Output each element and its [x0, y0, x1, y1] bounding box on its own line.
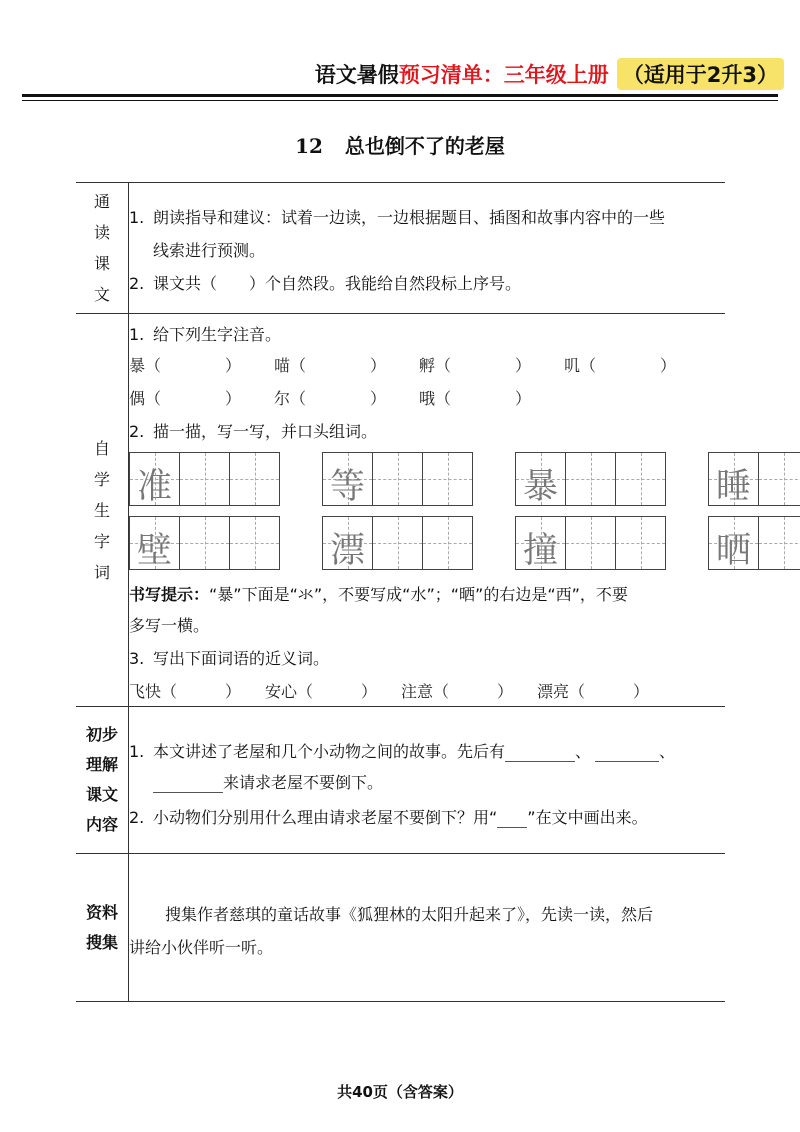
section-content	[129, 707, 726, 854]
label-char: 自	[93, 438, 110, 458]
synonym-row	[129, 679, 725, 702]
trace-char: 睡	[715, 467, 751, 507]
lesson-title	[0, 130, 800, 159]
separator: 、	[659, 742, 676, 761]
question-2	[129, 419, 725, 442]
question-3	[129, 646, 725, 669]
label-char: 读	[93, 223, 110, 242]
label-char: 生	[93, 500, 110, 520]
question-2	[129, 805, 725, 828]
writing-cell[interactable]	[615, 453, 665, 505]
question-number: 2.	[129, 422, 145, 441]
trace-char: 暴	[522, 467, 558, 507]
lesson-name: 总也倒不了的老屋	[344, 134, 505, 158]
page-footer: 共40页（含答案）	[337, 1083, 463, 1101]
header-series: 语文暑假	[314, 63, 399, 87]
writing-cell[interactable]	[565, 453, 615, 505]
trace-char: 准	[136, 467, 172, 507]
synonym-blank[interactable]: 飞快（ ）	[129, 682, 242, 701]
answer-blank[interactable]	[505, 743, 575, 762]
label-word: 理解	[85, 755, 118, 774]
pinyin-blank[interactable]: 尔（ ）	[274, 389, 387, 408]
worksheet-table	[76, 182, 751, 1002]
question-number: 1.	[129, 742, 145, 761]
question-text: ”在文中画出来。	[527, 808, 648, 827]
label-word: 资料	[85, 902, 118, 922]
writing-cell[interactable]	[179, 453, 229, 505]
writing-grid	[708, 452, 800, 506]
question-number: 2.	[129, 274, 145, 293]
header-grade-badge: （适用于2升3）	[617, 58, 784, 90]
question-text: 朗读指导和建议：试着一边读，一边根据题目、插图和故事内容中的一些	[153, 208, 666, 227]
writing-grid-row	[129, 516, 751, 571]
question-1-cont: 线索进行预测。	[153, 241, 266, 260]
writing-cell[interactable]	[229, 517, 279, 569]
section-label	[76, 183, 129, 314]
writing-cell[interactable]	[615, 517, 665, 569]
question-1	[129, 739, 725, 762]
section-label	[76, 314, 129, 707]
writing-grid-row	[129, 452, 751, 507]
question-2	[129, 271, 725, 294]
header-rule-thick	[22, 94, 778, 97]
section-self-study-words	[76, 314, 725, 707]
tip-label: 书写提示：	[129, 585, 210, 604]
question-text: 描一描，写一写，并口头组词。	[153, 422, 378, 441]
section-understand-content	[76, 707, 725, 854]
page-header	[315, 58, 784, 90]
task-text: 搜集作者慈琪的童话故事《狐狸林的太阳升起来了》，先读一读，然后	[165, 905, 654, 924]
trace-char: 漂	[329, 531, 365, 571]
header-rule-thin	[22, 100, 778, 101]
writing-cell[interactable]	[179, 517, 229, 569]
question-number: 2.	[129, 808, 145, 827]
writing-cell[interactable]	[372, 517, 422, 569]
question-text: 小动物们分别用什么理由请求老屋不要倒下？用“	[153, 808, 498, 827]
label-word: 搜集	[85, 932, 118, 952]
writing-cell[interactable]	[422, 453, 472, 505]
label-word: 内容	[85, 815, 118, 834]
writing-cell[interactable]	[229, 453, 279, 505]
pinyin-blank[interactable]: 暴（ ）	[129, 356, 242, 375]
pinyin-blank[interactable]: 偶（ ）	[129, 389, 242, 408]
trace-char: 等	[329, 467, 365, 507]
label-char: 字	[93, 531, 110, 551]
question-1	[129, 205, 725, 228]
writing-cell[interactable]	[758, 453, 800, 505]
pinyin-row	[129, 353, 725, 376]
writing-grid	[515, 452, 666, 506]
writing-tip-cont: 多写一横。	[129, 616, 210, 635]
section-material-collection	[76, 854, 725, 1002]
label-char: 通	[93, 192, 110, 211]
pinyin-blank[interactable]: 喵（ ）	[274, 356, 387, 375]
lesson-number: 12	[295, 134, 323, 158]
question-text: 写出下面词语的近义词。	[153, 649, 330, 668]
trace-char: 壁	[136, 531, 172, 571]
writing-cell[interactable]	[758, 517, 800, 569]
synonym-blank[interactable]: 注意（ ）	[401, 682, 514, 701]
label-word: 课文	[85, 785, 118, 804]
section-read-text	[76, 183, 725, 314]
section-content	[129, 314, 751, 707]
underline-sample	[497, 809, 527, 828]
pinyin-row	[129, 386, 725, 409]
writing-grid	[129, 452, 280, 506]
writing-grid	[322, 516, 473, 570]
question-number: 3.	[129, 649, 145, 668]
pinyin-blank[interactable]: 哦（ ）	[419, 389, 532, 408]
section-content	[129, 183, 726, 314]
answer-blank[interactable]	[153, 774, 223, 793]
synonym-blank[interactable]: 漂亮（ ）	[537, 682, 650, 701]
writing-grid	[708, 516, 800, 570]
question-text: 本文讲述了老屋和几个小动物之间的故事。先后有	[153, 742, 506, 761]
writing-tip	[129, 582, 725, 605]
label-char: 词	[93, 562, 110, 582]
answer-blank[interactable]	[595, 743, 659, 762]
trace-char: 撞	[522, 531, 558, 571]
pinyin-blank[interactable]: 孵（ ）	[419, 356, 532, 375]
label-char: 学	[93, 469, 110, 489]
header-subtitle: 预习清单：三年级上册	[398, 63, 609, 87]
question-1-cont	[129, 770, 725, 793]
question-text: 给下列生字注音。	[153, 325, 282, 344]
writing-cell[interactable]	[422, 517, 472, 569]
writing-cell[interactable]	[565, 517, 615, 569]
tip-text: “暴”下面是“氺”，不要写成“水”；“晒”的右边是“西”，不要	[209, 585, 628, 604]
question-number: 1.	[129, 325, 145, 344]
section-content	[129, 854, 726, 1002]
task-text-cont: 讲给小伙伴听一听。	[129, 938, 274, 957]
synonym-blank[interactable]: 安心（ ）	[265, 682, 378, 701]
section-label	[76, 854, 129, 1002]
writing-grid	[129, 516, 280, 570]
writing-cell[interactable]	[372, 453, 422, 505]
label-char: 课	[93, 254, 110, 273]
question-number: 1.	[129, 208, 145, 227]
label-word: 初步	[85, 725, 118, 744]
trace-char: 晒	[715, 531, 751, 571]
writing-grid	[515, 516, 666, 570]
writing-grid	[322, 452, 473, 506]
question-1	[129, 322, 725, 345]
label-char: 文	[93, 285, 110, 304]
separator: 、	[575, 742, 592, 761]
pinyin-blank[interactable]: 叽（ ）	[564, 356, 677, 375]
question-text: 来请求老屋不要倒下。	[223, 773, 384, 792]
section-label	[76, 707, 129, 854]
question-text: 课文共（ ）个自然段。我能给自然段标上序号。	[153, 274, 522, 293]
